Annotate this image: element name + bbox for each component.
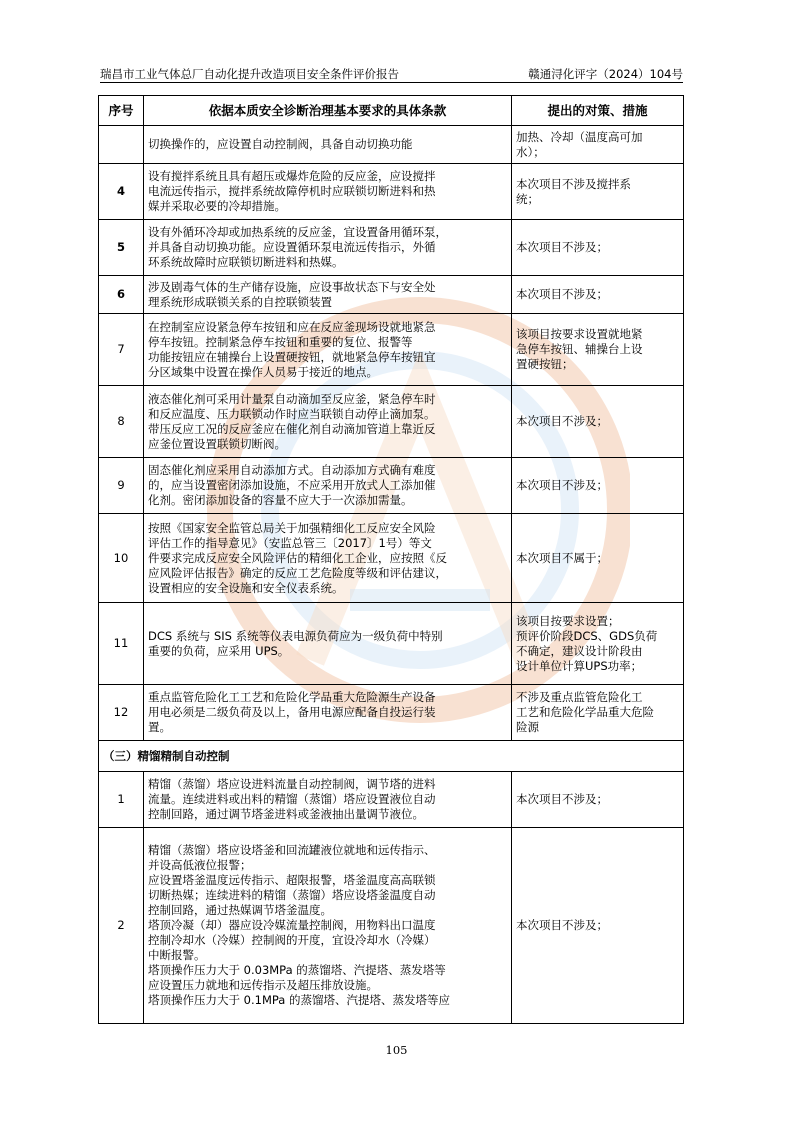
measure-line: 急停车按钮、辅操台上设 (516, 342, 643, 356)
clause-line: 精馏（蒸馏）塔应设塔釜和回流罐液位就地和远传指示、 (148, 843, 436, 857)
clause-line: 停车按钮。控制紧急停车按钮和重要的复位、报警等 (148, 334, 413, 349)
page-number: 105 (385, 1043, 408, 1057)
measure-line: 本次项目不属于； (516, 550, 608, 565)
clause-line: 带压反应工况的反应釜应在催化剂自动滴加管道上靠近反 (148, 421, 436, 436)
measure-line: 置硬按钮； (516, 357, 574, 371)
clause-line: 件要求完成反应安全风险评估的精细化工企业，应按照《反 (148, 550, 447, 565)
clause-line: 切换操作的，应设置自动控制阀，具备自动切换功能 (148, 137, 413, 151)
clause-line: 精馏（蒸馏）塔应设进料流量自动控制阀，调节塔的进料 (148, 777, 436, 791)
row-number: 5 (99, 220, 144, 276)
clause-line: 化剂。密闭添加设备的容量不应大于一次添加需量。 (148, 493, 413, 507)
table-row (99, 164, 684, 220)
table-row (99, 386, 684, 458)
clause-line: 固态催化剂应采用自动添加方式。自动添加方式确有难度 (148, 463, 436, 477)
clause-line: 设有外循环冷却或加热系统的反应釜，宜设置备用循环泵， (148, 225, 447, 239)
header-no: 序号 (99, 96, 144, 126)
row-clause (144, 220, 512, 276)
measure-line: 该项目按要求设置； (516, 613, 620, 628)
measure-line: 本次项目不涉及； (516, 478, 608, 492)
clause-line: 媒并采取必要的冷却措施。 (148, 199, 286, 213)
row-number: 2 (99, 828, 144, 1024)
clause-line: 评估工作的指导意见》（安监总管三〔2017〕1号）等文 (148, 535, 432, 550)
measure-line: 本次项目不涉及； (516, 792, 608, 806)
table-row (99, 514, 684, 603)
row-measure (512, 164, 684, 220)
clause-line: 切断热媒；连续进料的精馏（蒸馏）塔应设塔釜温度自动 (148, 888, 436, 902)
row-measure (512, 314, 684, 386)
clause-line: 设有搅拌系统且具有超压或爆炸危险的反应釜，应设搅拌 (148, 169, 436, 183)
section-row (99, 741, 684, 772)
row-clause (144, 685, 512, 741)
table-body-a (99, 126, 684, 741)
table-row (99, 772, 684, 828)
row-clause (144, 276, 512, 314)
clause-line: 控制回路，通过调节塔釜进料或釜液抽出量调节液位。 (148, 807, 424, 821)
measure-line: 本次项目不涉及； (516, 240, 608, 254)
table-row (99, 828, 684, 1024)
row-measure (512, 126, 684, 164)
clause-line: 重要的负荷，应采用 UPS。 (148, 643, 290, 658)
clause-line: DCS 系统与 SIS 系统等仪表电源负荷应为一级负荷中特别 (148, 628, 443, 643)
measure-line: 工艺和危险化学品重大危险 (516, 705, 654, 719)
clause-line: 应风险评估报告》确定的反应工艺危险度等级和评估建议， (148, 565, 447, 580)
clause-line: 和反应温度、压力联锁动作时应当联锁自动停止滴加泵。 (148, 406, 436, 421)
row-measure (512, 220, 684, 276)
table-header-row (99, 96, 684, 126)
row-clause (144, 828, 512, 1024)
clause-line: 置。 (148, 720, 171, 734)
row-number: 12 (99, 685, 144, 741)
clause-line: 塔顶操作压力大于 0.1MPa 的蒸馏塔、汽提塔、蒸发塔等应 (148, 993, 450, 1007)
clause-line: 设置相应的安全设施和安全仪表系统。 (148, 580, 344, 595)
row-clause (144, 514, 512, 603)
table-row (99, 685, 684, 741)
row-number (99, 126, 144, 164)
clause-line: 控制回路，通过热媒调节塔釜温度。 (148, 903, 332, 917)
clause-line: 环系统故障时应联锁切断进料和热媒。 (148, 255, 344, 269)
row-number: 10 (99, 514, 144, 603)
table-body-b (99, 772, 684, 1024)
measure-line: 不确定，建议设计阶段由 (516, 643, 643, 658)
clause-line: 涉及剧毒气体的生产储存设施，应设事故状态下与安全处 (148, 279, 436, 294)
clause-line: 分区域集中设置在操作人员易于接近的地点。 (148, 364, 378, 379)
table-row (99, 126, 684, 164)
row-number: 4 (99, 164, 144, 220)
measure-line: 该项目按要求设置就地紧 (516, 327, 643, 341)
row-clause (144, 603, 512, 685)
clause-line: 控制冷却水（冷媒）控制阀的开度，宜设冷却水（冷媒） (148, 933, 436, 947)
safety-requirements-table (98, 95, 684, 1024)
clause-line: 并设高低液位报警； (148, 858, 252, 872)
row-measure (512, 514, 684, 603)
row-measure (512, 386, 684, 458)
clause-line: 流量。连续进料或出料的精馏（蒸馏）塔应设置液位自动 (148, 792, 436, 806)
table-row (99, 603, 684, 685)
section-body (99, 741, 684, 772)
clause-line: 的，应当设置密闭添加设施，不应采用开放式人工添加催 (148, 478, 436, 492)
table-row (99, 276, 684, 314)
clause-line: 应设置塔釜温度远传指示、超限报警，塔釜温度高高联锁 (148, 873, 436, 887)
row-number: 6 (99, 276, 144, 314)
row-measure (512, 458, 684, 514)
header-report-number: 赣通浔化评字（2024）104号 (528, 67, 683, 81)
section-title: （三）精馏精制自动控制 (99, 741, 684, 772)
row-number: 8 (99, 386, 144, 458)
row-number: 1 (99, 772, 144, 828)
clause-line: 应设置压力就地和远传指示及超压排放设施。 (148, 978, 378, 992)
row-clause (144, 164, 512, 220)
row-clause (144, 386, 512, 458)
clause-line: 用电必须是二级负荷及以上，备用电源应配备自投运行装 (148, 705, 436, 719)
header-report-title: 瑞昌市工业气体总厂自动化提升改造项目安全条件评价报告 (100, 67, 399, 81)
row-clause (144, 458, 512, 514)
row-measure (512, 772, 684, 828)
measure-line: 不涉及重点监管危险化工 (516, 690, 643, 704)
clause-line: 塔顶冷凝（却）器应设冷媒流量控制阀，用物料出口温度 (148, 918, 436, 932)
clause-line: 功能按钮应在辅操台上设置硬按钮，就地紧急停车按钮宜 (148, 349, 436, 364)
row-measure (512, 603, 684, 685)
clause-line: 重点监管危险化工工艺和危险化学品重大危险源生产设备 (148, 690, 436, 704)
measure-line: 水）； (516, 144, 545, 159)
measure-line: 本次项目不涉及搅拌系 (516, 176, 631, 191)
clause-line: 并具备自动切换功能。应设置循环泵电流远传指示，外循 (148, 240, 436, 254)
row-number: 9 (99, 458, 144, 514)
measure-line: 本次项目不涉及； (516, 918, 608, 932)
row-number: 7 (99, 314, 144, 386)
clause-line: 理系统形成联锁关系的自控联锁装置 (148, 294, 332, 309)
table-row (99, 220, 684, 276)
measure-line: 险源 (516, 720, 539, 734)
clause-line: 塔顶操作压力大于 0.03MPa 的蒸馏塔、汽提塔、蒸发塔等 (148, 963, 446, 977)
table-row (99, 314, 684, 386)
clause-line: 电流远传指示，搅拌系统故障停机时应联锁切断进料和热 (148, 184, 436, 198)
clause-line: 按照《国家安全监管总局关于加强精细化工反应安全风险 (148, 520, 436, 535)
clause-line: 在控制室应设紧急停车按钮和应在反应釜现场设就地紧急 (148, 319, 436, 334)
row-number: 11 (99, 603, 144, 685)
row-clause (144, 772, 512, 828)
row-measure (512, 276, 684, 314)
row-clause (144, 314, 512, 386)
table-row (99, 458, 684, 514)
measure-line: 预评价阶段DCS、GDS负荷 (516, 628, 658, 643)
measure-line: 加热、冷却（温度高可加 (516, 129, 643, 144)
row-clause (144, 126, 512, 164)
measure-line: 设计单位计算UPS功率； (516, 658, 643, 673)
header-measures: 提出的对策、措施 (512, 96, 684, 126)
measure-line: 统； (516, 191, 539, 206)
row-measure (512, 685, 684, 741)
clause-line: 中断报警。 (148, 948, 206, 962)
row-measure (512, 828, 684, 1024)
measure-line: 本次项目不涉及； (516, 414, 608, 428)
measure-line: 本次项目不涉及； (516, 287, 608, 301)
page-header (100, 64, 683, 83)
clause-line: 应釜位置设置联锁切断阀。 (148, 436, 286, 451)
header-clause: 依据本质安全诊断治理基本要求的具体条款 (144, 96, 512, 126)
clause-line: 液态催化剂可采用计量泵自动滴加至反应釜，紧急停车时 (148, 391, 436, 406)
